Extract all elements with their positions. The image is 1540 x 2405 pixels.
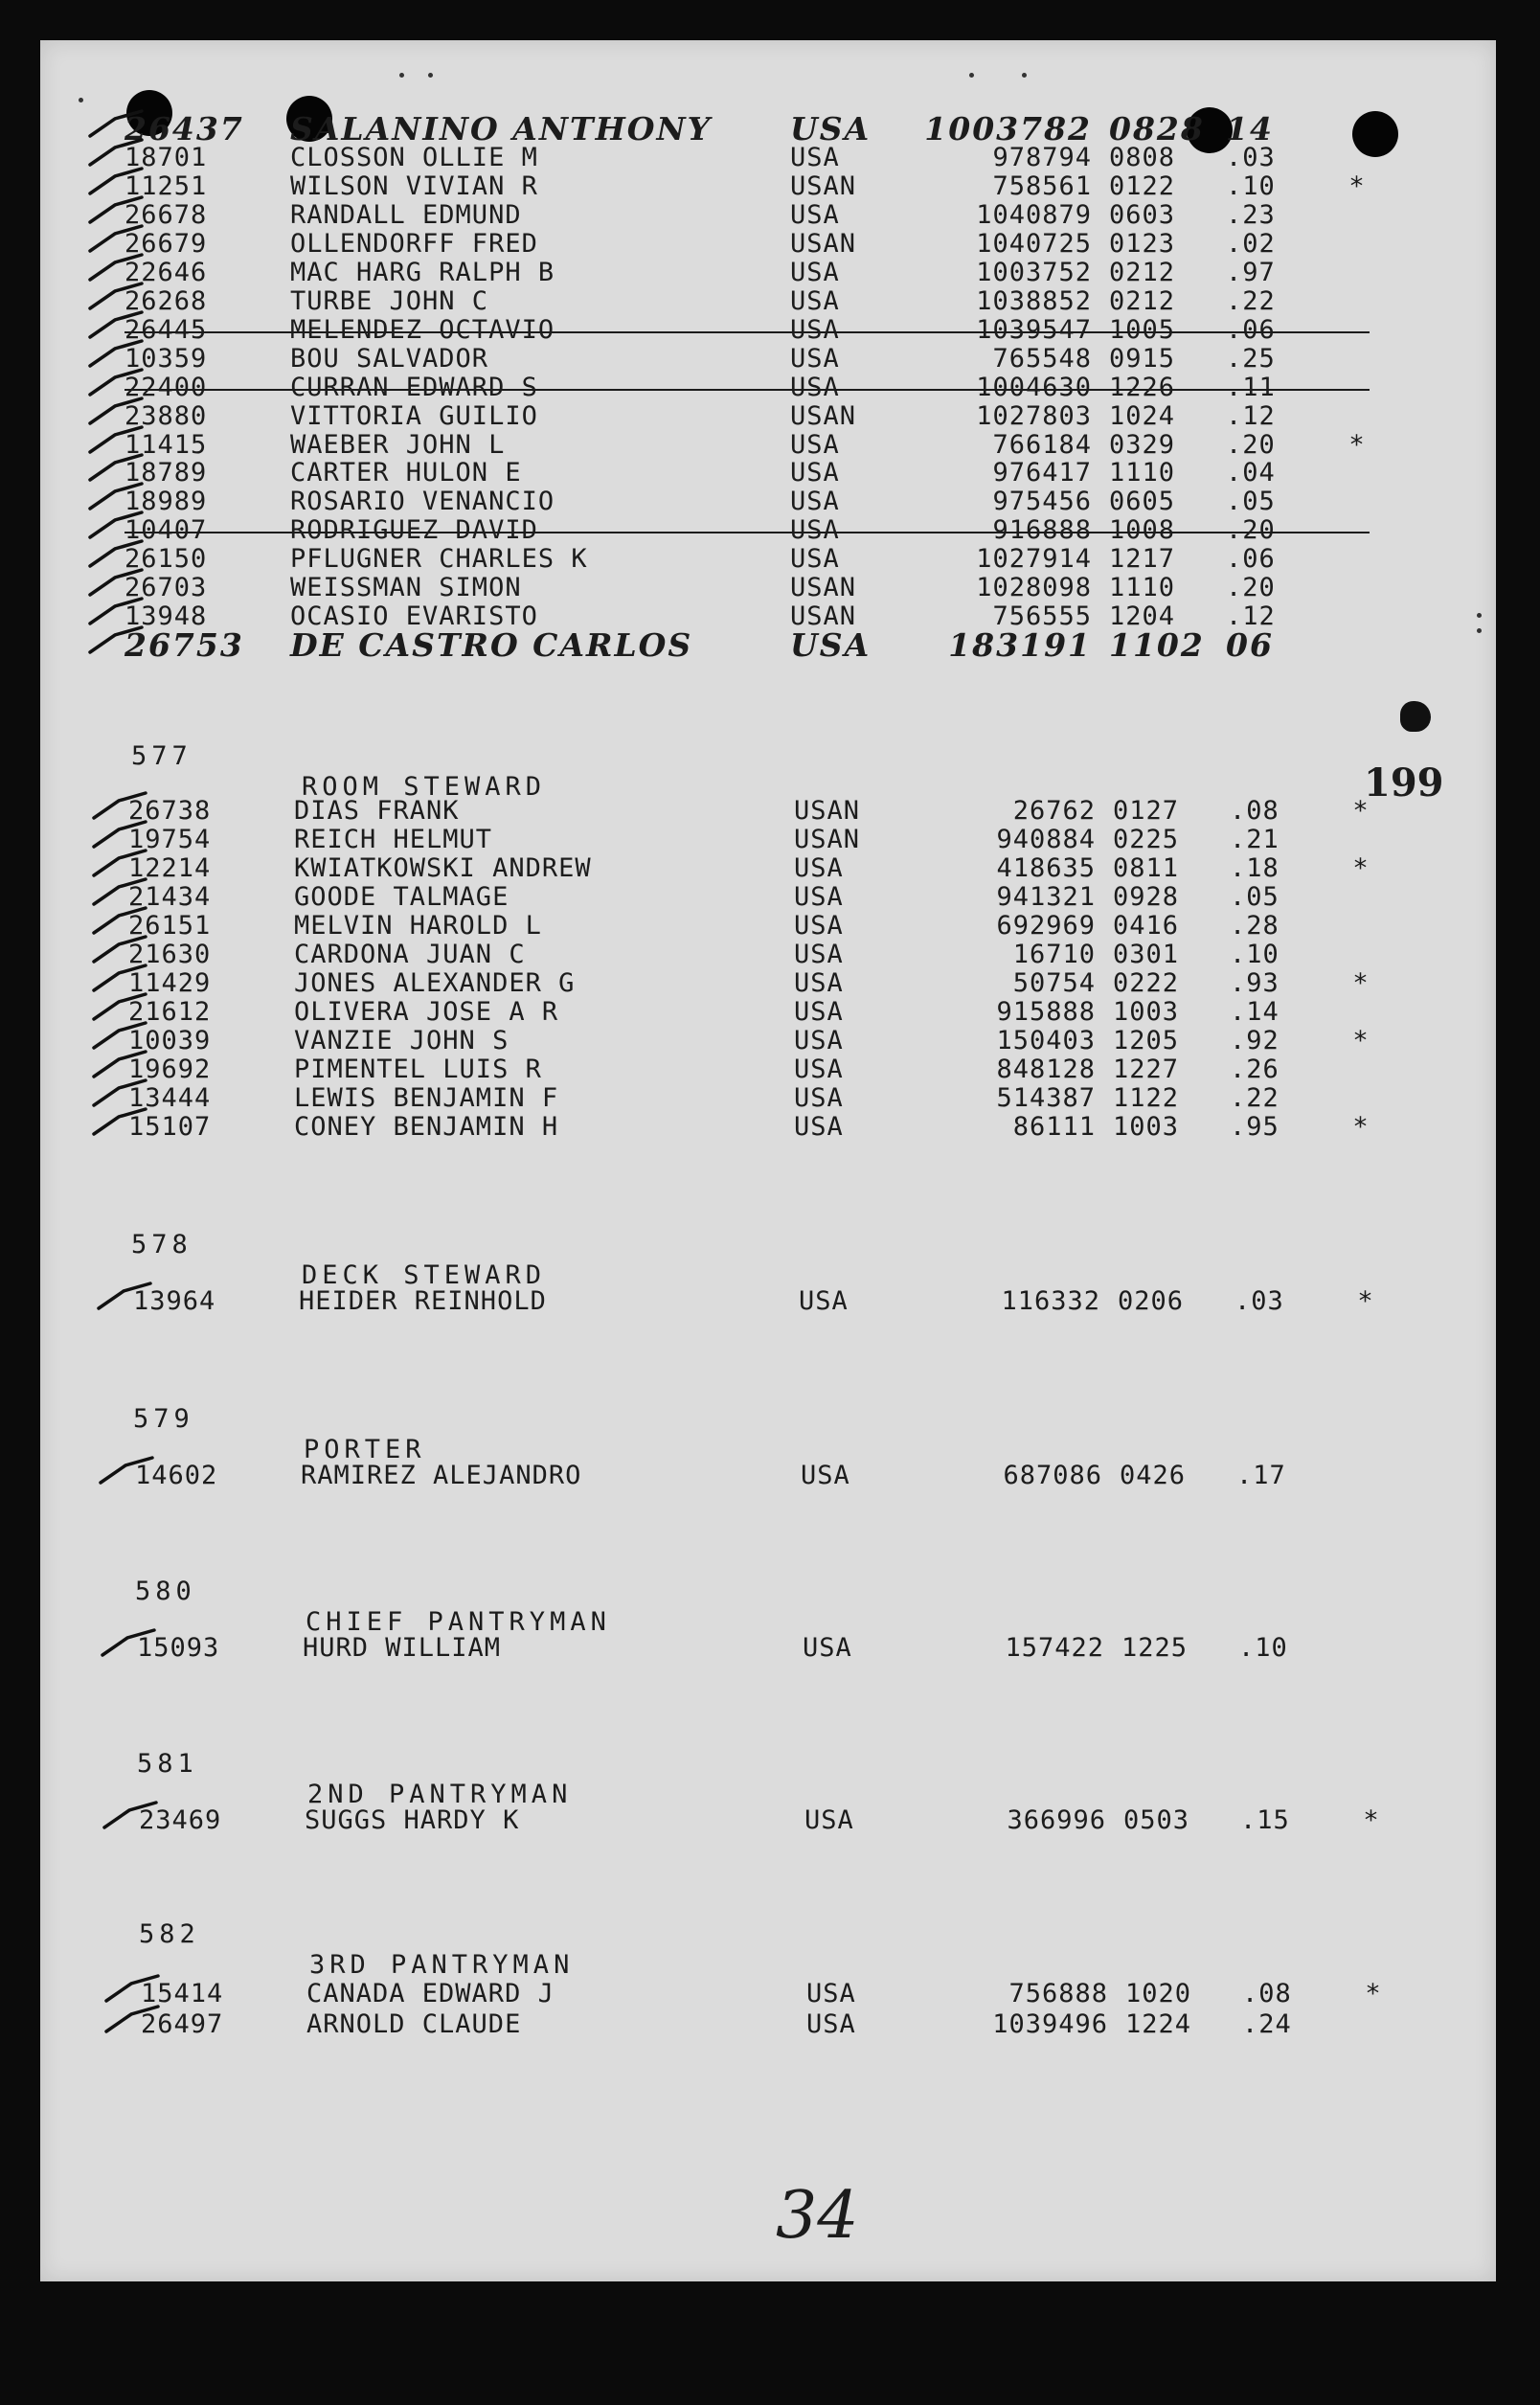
rate-value: .95 [1230,1112,1280,1142]
date-code: 0329 [1109,429,1176,460]
section-code: 579 [133,1404,194,1434]
nationality: USA [794,853,844,883]
asterisk-mark: * [1352,1026,1370,1055]
crew-name: SALANINO ANTHONY [290,110,713,147]
nationality: USA [790,343,840,374]
nationality: USA [790,314,840,345]
rate-value: .93 [1230,968,1280,998]
check-mark-icon [90,1105,149,1140]
document-number: 756555 [992,601,1092,632]
crew-number: 26445 [125,314,208,345]
crew-name: CARTER HULON E [290,458,522,488]
document-number: 418635 [996,853,1096,883]
document-number: 978794 [992,142,1092,172]
speck [1022,73,1027,78]
document-number: 941321 [996,882,1096,912]
rate-value: .05 [1226,487,1276,517]
page-number: 199 [1364,760,1444,805]
document-number: 1003782 [924,110,1092,147]
date-code: 0426 [1120,1461,1187,1490]
crew-number: 15414 [141,1979,224,2008]
crew-name: WILSON VIVIAN R [290,170,538,201]
nationality: USA [794,997,844,1027]
crew-number: 19754 [128,825,212,854]
nationality: USA [794,1055,844,1084]
section-title: DECK STEWARD [302,1260,547,1290]
asterisk-mark: * [1352,1112,1370,1142]
rate-value: .92 [1230,1026,1280,1055]
date-code: 0503 [1123,1805,1190,1835]
nationality: USA [790,110,872,147]
crew-name: OCASIO EVARISTO [290,601,538,632]
crew-number: 26679 [125,228,208,259]
crew-name: CONEY BENJAMIN H [294,1112,559,1142]
nationality: USA [794,1112,844,1142]
document-number: 26762 [1012,796,1096,826]
section-code: 580 [135,1577,196,1606]
nationality: USA [794,1026,844,1055]
rate-value: .26 [1230,1055,1280,1084]
rate-value: .04 [1226,458,1276,488]
nationality: USA [799,1286,849,1316]
rate-value: 06 [1226,626,1274,665]
date-code: 1204 [1109,601,1176,632]
nationality: USA [790,142,840,172]
rate-value: .24 [1242,2009,1292,2039]
section-header-577 [131,711,547,802]
document-number: 1039547 [976,314,1092,345]
rate-value: .25 [1226,343,1276,374]
rate-value: .08 [1242,1979,1292,2008]
nationality: USAN [790,228,857,259]
date-code: 0416 [1113,911,1180,941]
crew-name: CURRAN EDWARD S [290,372,538,402]
document-number: 1027914 [976,544,1092,575]
date-code: 1217 [1109,544,1176,575]
date-code: 1003 [1113,1112,1180,1142]
check-mark-icon [102,2003,162,2037]
crew-name: CLOSSON OLLIE M [290,142,538,172]
speck [399,73,404,78]
rate-value: .03 [1234,1286,1284,1316]
nationality: USA [794,882,844,912]
crew-name: VITTORIA GUILIO [290,400,538,431]
rate-value: .22 [1226,285,1276,316]
asterisk-mark: * [1357,1286,1374,1316]
document-number: 1004630 [976,372,1092,402]
rate-value: .02 [1226,228,1276,259]
nationality: USA [801,1461,850,1490]
rate-value: .17 [1236,1461,1286,1490]
document-number: 1028098 [976,573,1092,603]
nationality: USA [790,199,840,230]
crew-name: OLLENDORFF FRED [290,228,538,259]
check-mark-icon [86,624,146,658]
crew-number: 11429 [128,968,212,998]
document-number: 86111 [1012,1112,1096,1142]
asterisk-mark: * [1352,796,1370,826]
crew-name: CARDONA JUAN C [294,940,526,969]
document-number: 150403 [996,1026,1096,1055]
crew-name: JONES ALEXANDER G [294,968,576,998]
document-number: 940884 [996,825,1096,854]
date-code: 0603 [1109,199,1176,230]
crew-number: 13444 [128,1083,212,1113]
document-number: 848128 [996,1055,1096,1084]
document-number: 1003752 [976,257,1092,287]
date-code: 1122 [1113,1083,1180,1113]
document-number: 915888 [996,997,1096,1027]
document-page [40,40,1496,2281]
document-number: 692969 [996,911,1096,941]
document-number: 1038852 [976,285,1092,316]
crew-number: 11415 [125,429,208,460]
crew-number: 12214 [128,853,212,883]
crew-number: 10039 [128,1026,212,1055]
crew-number: 26268 [125,285,208,316]
date-code: 0206 [1118,1286,1185,1316]
asterisk-mark: * [1352,853,1370,883]
document-number: 976417 [992,458,1092,488]
crew-name: DIAS FRANK [294,796,460,826]
crew-name: DE CASTRO CARLOS [290,626,693,665]
crew-number: 21434 [128,882,212,912]
rate-value: .20 [1226,515,1276,546]
rate-value: .20 [1226,573,1276,603]
check-mark-icon [101,1799,160,1833]
speck [428,73,433,78]
crew-name: MELENDEZ OCTAVIO [290,314,555,345]
section-code: 578 [131,1230,192,1259]
crew-name: KWIATKOWSKI ANDREW [294,853,592,883]
nationality: USA [790,626,872,665]
section-title: CHIEF PANTRYMAN [306,1607,611,1637]
nationality: USA [790,372,840,402]
crew-number: 10359 [125,343,208,374]
speck [1477,628,1482,633]
date-code: 0808 [1109,142,1176,172]
date-code: 0928 [1113,882,1180,912]
nationality: USA [790,285,840,316]
crew-name: RANDALL EDMUND [290,199,522,230]
nationality: USAN [794,796,861,826]
document-number: 50754 [1012,968,1096,998]
punch-hole [1352,111,1398,157]
crew-name: HURD WILLIAM [303,1633,502,1663]
crew-number: 22400 [125,372,208,402]
nationality: USA [790,515,840,546]
crew-name: TURBE JOHN C [290,285,489,316]
asterisk-mark: * [1363,1805,1380,1835]
rate-value: .23 [1226,199,1276,230]
date-code: 0123 [1109,228,1176,259]
rate-value: .22 [1230,1083,1280,1113]
speck [1477,613,1482,618]
nationality: USA [794,968,844,998]
asterisk-mark: * [1352,968,1370,998]
document-number: 366996 [1007,1805,1106,1835]
document-number: 975456 [992,487,1092,517]
section-header-580 [135,1546,611,1637]
document-number: 1027803 [976,400,1092,431]
crew-number: 10407 [125,515,208,546]
crew-name: PIMENTEL LUIS R [294,1055,542,1084]
crew-number: 26703 [125,573,208,603]
speck [79,98,83,102]
nationality: USA [806,1979,856,2008]
section-code: 577 [131,741,192,771]
date-code: 1226 [1109,372,1176,402]
crew-number: 21630 [128,940,212,969]
crew-name: BOU SALVADOR [290,343,489,374]
crew-number: 22646 [125,257,208,287]
document-number: 758561 [992,170,1092,201]
document-number: 16710 [1012,940,1096,969]
crew-number: 19692 [128,1055,212,1084]
crew-number: 15107 [128,1112,212,1142]
rate-value: .97 [1226,257,1276,287]
date-code: 0828 [1109,110,1205,147]
crew-name: VANZIE JOHN S [294,1026,510,1055]
date-code: 1225 [1121,1633,1189,1663]
date-code: 0301 [1113,940,1180,969]
crew-number: 26150 [125,544,208,575]
rate-value: .05 [1230,882,1280,912]
section-title: PORTER [304,1435,426,1464]
date-code: 1224 [1125,2009,1192,2039]
document-number: 1040725 [976,228,1092,259]
crew-name: RODRIGUEZ DAVID [290,515,538,546]
crew-name: HEIDER REINHOLD [299,1286,547,1316]
rate-value: 14 [1226,110,1274,147]
check-mark-icon [97,1454,156,1488]
date-code: 0225 [1113,825,1180,854]
nationality: USAN [790,170,857,201]
date-code: 0222 [1113,968,1180,998]
crew-number: 13948 [125,601,208,632]
nationality: USAN [794,825,861,854]
rate-value: .10 [1226,170,1276,201]
date-code: 0212 [1109,257,1176,287]
date-code: 1205 [1113,1026,1180,1055]
nationality: USAN [790,400,857,431]
nationality: USA [794,1083,844,1113]
document-number: 514387 [996,1083,1096,1113]
section-title: 2ND PANTRYMAN [307,1780,573,1809]
check-mark-icon [102,1972,162,2007]
date-code: 1005 [1109,314,1176,345]
asterisk-mark: * [1348,429,1366,460]
section-header-579 [133,1373,426,1464]
crew-name: MAC HARG RALPH B [290,257,555,287]
rate-value: .18 [1230,853,1280,883]
crew-name: PFLUGNER CHARLES K [290,544,588,575]
crew-name: WEISSMAN SIMON [290,573,522,603]
nationality: USA [804,1805,854,1835]
rate-value: .10 [1230,940,1280,969]
nationality: USA [790,429,840,460]
nationality: USAN [790,573,857,603]
crew-number: 13964 [133,1286,216,1316]
handwritten-folio-number: 34 [776,2178,859,2254]
crew-number: 26151 [128,911,212,941]
rate-value: .11 [1226,372,1276,402]
date-code: 1024 [1109,400,1176,431]
crew-number: 26437 [125,110,244,147]
document-number: 183191 [948,626,1092,665]
speck [969,73,974,78]
crew-number: 11251 [125,170,208,201]
crew-number: 21612 [128,997,212,1027]
document-number: 157422 [1005,1633,1104,1663]
date-code: 1008 [1109,515,1176,546]
nationality: USA [790,487,840,517]
nationality: USA [794,911,844,941]
document-number: 1039496 [992,2009,1108,2039]
crew-number: 18789 [125,458,208,488]
date-code: 1110 [1109,573,1176,603]
date-code: 0212 [1109,285,1176,316]
nationality: USAN [790,601,857,632]
asterisk-mark: * [1348,170,1366,201]
check-mark-icon [99,1626,158,1661]
document-number: 687086 [1003,1461,1102,1490]
crew-name: ARNOLD CLAUDE [306,2009,522,2039]
rate-value: .12 [1226,400,1276,431]
date-code: 1003 [1113,997,1180,1027]
nationality: USA [803,1633,852,1663]
date-code: 1020 [1125,1979,1192,2008]
crew-name: OLIVERA JOSE A R [294,997,559,1027]
date-code: 0122 [1109,170,1176,201]
date-code: 0127 [1113,796,1180,826]
section-header-581 [137,1718,573,1809]
check-mark-icon [95,1280,154,1314]
crew-name: REICH HELMUT [294,825,493,854]
rate-value: .21 [1230,825,1280,854]
rate-value: .15 [1240,1805,1290,1835]
nationality: USA [794,940,844,969]
nationality: USA [790,257,840,287]
crew-number: 26738 [128,796,212,826]
crew-name: LEWIS BENJAMIN F [294,1083,559,1113]
crew-name: ROSARIO VENANCIO [290,487,555,517]
crew-number: 18701 [125,142,208,172]
rate-value: .28 [1230,911,1280,941]
section-header-582 [139,1889,575,1980]
nationality: USA [790,458,840,488]
document-number: 116332 [1001,1286,1100,1316]
crew-name: SUGGS HARDY K [305,1805,520,1835]
section-header-578 [131,1199,547,1290]
date-code: 0605 [1109,487,1176,517]
rate-value: .12 [1226,601,1276,632]
crew-number: 26678 [125,199,208,230]
rate-value: .06 [1226,544,1276,575]
document-number: 765548 [992,343,1092,374]
crew-number: 14602 [135,1461,218,1490]
crew-number: 23880 [125,400,208,431]
date-code: 0915 [1109,343,1176,374]
section-code: 581 [137,1749,198,1779]
document-number: 1040879 [976,199,1092,230]
crew-number: 26753 [125,626,244,665]
document-number: 916888 [992,515,1092,546]
section-code: 582 [139,1919,200,1949]
rate-value: .08 [1230,796,1280,826]
date-code: 1110 [1109,458,1176,488]
rate-value: .14 [1230,997,1280,1027]
crew-name: GOODE TALMAGE [294,882,510,912]
nationality: USA [806,2009,856,2039]
crew-number: 15093 [137,1633,220,1663]
nationality: USA [790,544,840,575]
section-title: 3RD PANTRYMAN [309,1950,575,1980]
date-code: 1102 [1109,626,1205,665]
crew-name: CANADA EDWARD J [306,1979,555,2008]
date-code: 0811 [1113,853,1180,883]
crew-name: RAMIREZ ALEJANDRO [301,1461,582,1490]
asterisk-mark: * [1365,1979,1382,2008]
section-title: ROOM STEWARD [302,772,547,802]
crew-number: 18989 [125,487,208,517]
rate-value: .10 [1238,1633,1288,1663]
rate-value: .06 [1226,314,1276,345]
rate-value: .20 [1226,429,1276,460]
rate-value: .03 [1226,142,1276,172]
ink-blot [1400,701,1431,732]
crew-name: WAEBER JOHN L [290,429,506,460]
document-number: 766184 [992,429,1092,460]
crew-number: 23469 [139,1805,222,1835]
date-code: 1227 [1113,1055,1180,1084]
crew-name: MELVIN HAROLD L [294,911,542,941]
document-number: 756888 [1008,1979,1108,2008]
crew-number: 26497 [141,2009,224,2039]
